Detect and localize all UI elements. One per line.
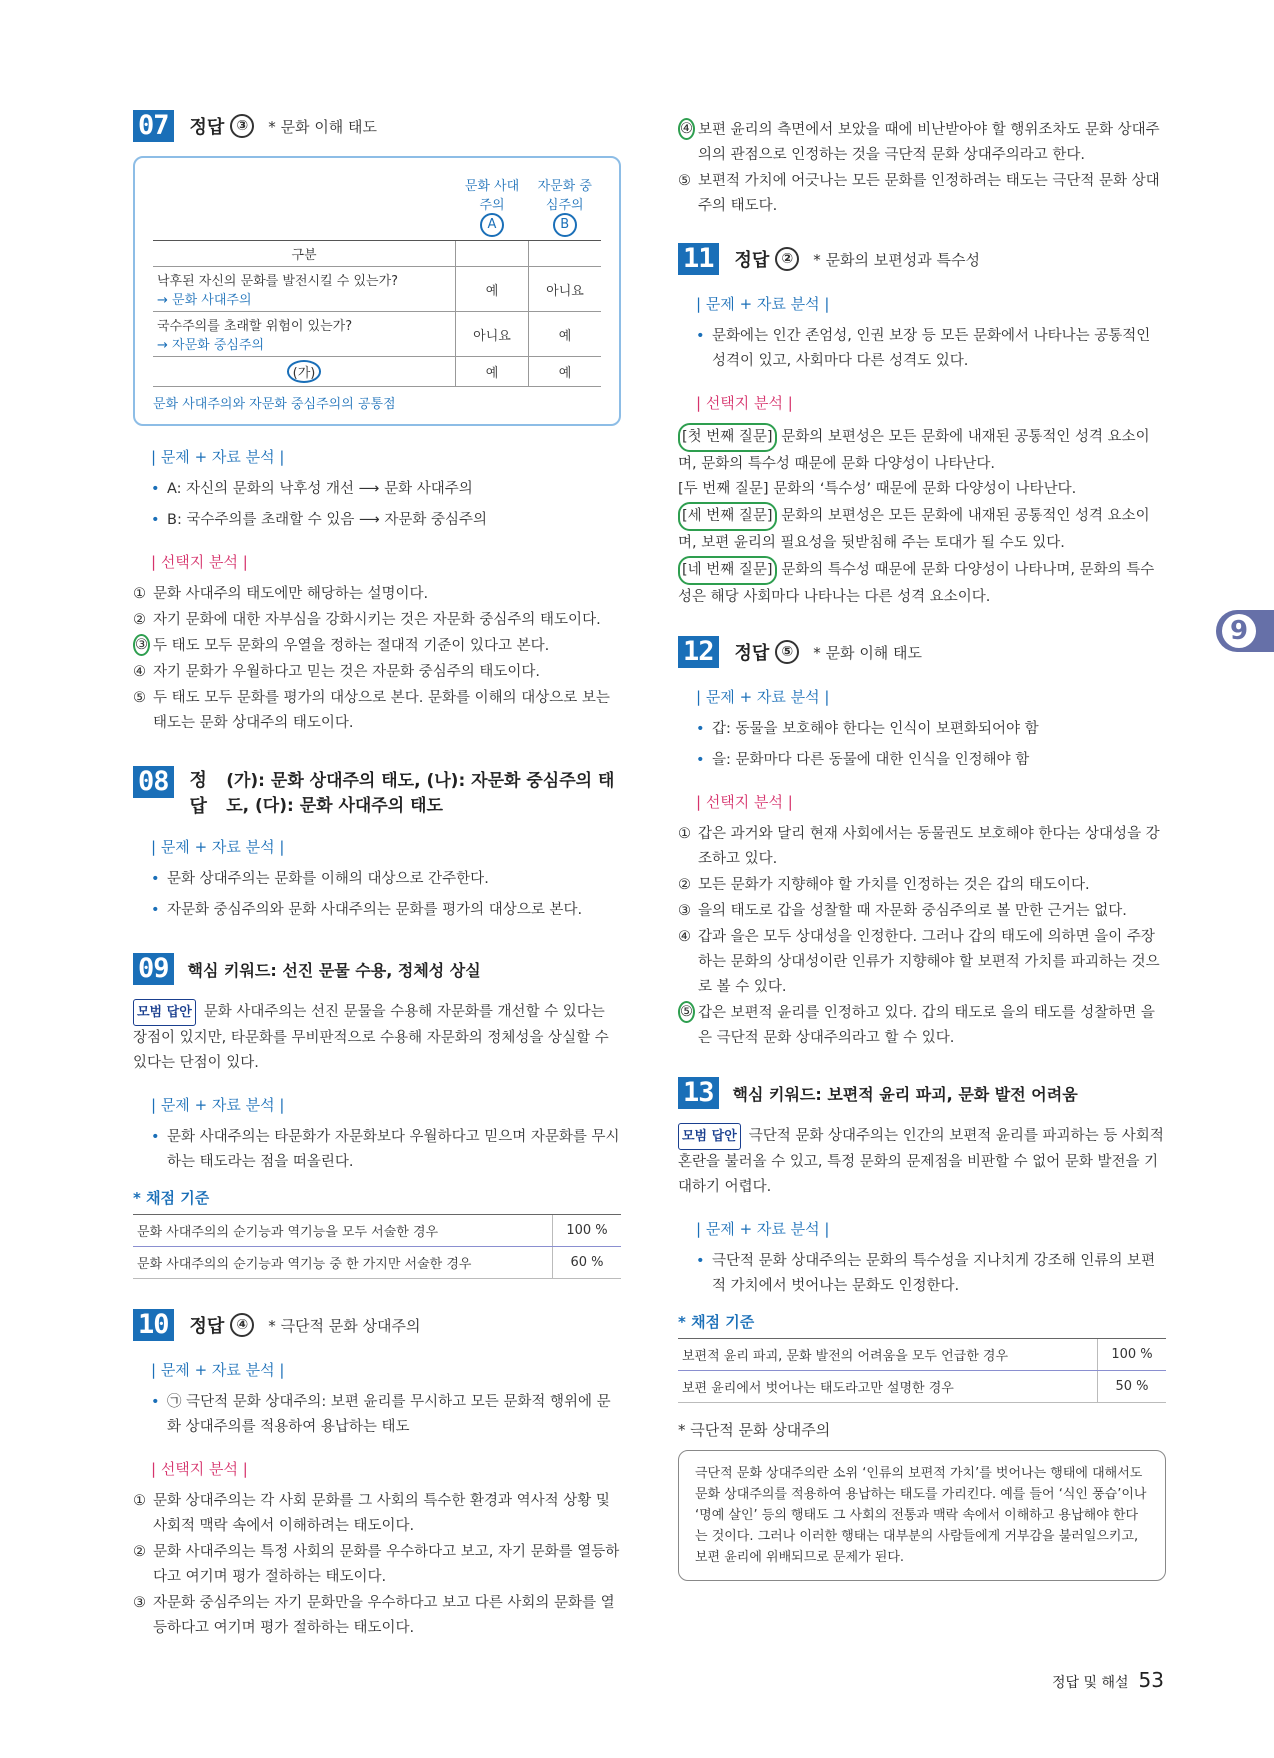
list-item: • 문화 상대주의는 문화를 이해의 대상으로 간주한다. xyxy=(151,867,621,892)
note-title: * 극단적 문화 상대주의 xyxy=(678,1421,831,1439)
list-item: • 갑: 동물을 보호해야 한다는 인식이 보편화되어야 함 xyxy=(696,717,1166,742)
topic: * 문화의 보편성과 특수성 xyxy=(813,250,981,269)
q07-data-box xyxy=(133,156,621,426)
table-caption: 문화 사대주의와 자문화 중심주의의 공통점 xyxy=(153,397,396,412)
q07-table xyxy=(153,172,601,387)
choice-item: [세 번째 질문] 문화의 보편성은 모든 문화에 내재된 공통적인 성격 요소이며, 보편 윤리의 필요성을 뒷받침해 주는 토대가 될 수도 있다. xyxy=(678,502,1166,556)
analysis-title: | 문제 + 자료 분석 | xyxy=(151,448,285,466)
choice-title: | 선택지 분석 | xyxy=(696,793,793,811)
choice-item: [네 번째 질문] 문화의 특수성 때문에 문화 다양성이 나타나며, 문화의 특수성은 해당 사회마다 나타나는 다른 성격 요소이다. xyxy=(678,556,1166,610)
q12-header xyxy=(678,636,1166,668)
model-answer-label: 모범 답안 xyxy=(133,999,196,1026)
model-answer-label: 모범 답안 xyxy=(678,1123,741,1150)
choice-item: ④ 보편 윤리의 측면에서 보았을 때에 비난받아야 할 행위조차도 문화 상대주의의 관점으로 인정하는 것을 극단적 문화 상대주의라고 한다. xyxy=(678,118,1166,168)
answer-label: 정답 xyxy=(734,643,770,664)
choice-item: ⑤ 갑은 보편적 윤리를 인정하고 있다. 갑의 태도로 을의 태도를 성찰하면 을은 극단적 문화 상대주의라고 할 수 있다. xyxy=(678,1001,1166,1051)
row-header: 구분 xyxy=(153,241,456,267)
question-number: 12 xyxy=(678,636,719,668)
question-number: 10 xyxy=(133,1309,174,1341)
topic: * 극단적 문화 상대주의 xyxy=(268,1316,421,1335)
choice-item: ① 문화 상대주의는 각 사회 문화를 그 사회의 특수한 환경과 역사적 상황 및 사회적 맥락 속에서 이해하려는 태도이다. xyxy=(133,1493,610,1534)
q07-header xyxy=(133,110,621,142)
list-item: • 극단적 문화 상대주의는 문화의 특수성을 지나치게 강조해 인류의 보편적 가치에서 벗어나는 문화도 인정한다. xyxy=(696,1249,1166,1299)
q11-header xyxy=(678,243,1166,275)
topic: * 문화 이해 태도 xyxy=(268,117,378,136)
list-item: • ㉠ 극단적 문화 상대주의: 보편 윤리를 무시하고 모든 문화적 행위에 문화 상대주의를 적용하여 용납하는 태도 xyxy=(151,1390,621,1440)
q13-header xyxy=(678,1077,1166,1109)
page-footer xyxy=(1052,1668,1164,1692)
table-row: (가) 예 예 xyxy=(153,357,601,387)
model-answer: 모범 답안 문화 사대주의는 선진 문물을 수용해 자문화를 개선할 수 있다는 장점이 있지만, 타문화를 무비판적으로 수용해 자문화의 정체성을 상실할 수 있다는 단점이 있다. xyxy=(133,999,621,1076)
score-table xyxy=(133,1214,621,1279)
question-number: 07 xyxy=(133,110,174,142)
q10-header xyxy=(133,1309,621,1341)
list-item: • B: 국수주의를 초래할 수 있음 ⟶ 자문화 중심주의 xyxy=(151,508,621,533)
table-row: 문화 사대주의의 순기능과 역기능을 모두 서술한 경우 100 % xyxy=(133,1215,621,1247)
answer-label: 정답 xyxy=(734,250,770,271)
score-title: * 채점 기준 xyxy=(678,1313,755,1331)
chapter-tab xyxy=(1216,610,1274,652)
score-table xyxy=(678,1338,1166,1403)
q08-header xyxy=(133,766,621,818)
left-column xyxy=(133,110,621,1642)
choice-title: | 선택지 분석 | xyxy=(151,1460,248,1478)
answer-choice: ④ xyxy=(230,1313,254,1337)
mark-a: A xyxy=(480,213,504,237)
model-answer: 모범 답안 극단적 문화 상대주의는 인간의 보편적 윤리를 파괴하는 등 사회적 혼란을 불러올 수 있고, 특정 문화의 문제점을 비판할 수 없어 문화 발전을 기대하기 어렵다. xyxy=(678,1123,1166,1200)
question-number: 13 xyxy=(678,1077,719,1109)
list-item: • A: 자신의 문화의 낙후성 개선 ⟶ 문화 사대주의 xyxy=(151,477,621,502)
analysis-title: | 문제 + 자료 분석 | xyxy=(151,838,285,856)
col-header-1: 문화 사대주의 A xyxy=(456,172,529,241)
footer-label: 정답 및 해설 xyxy=(1052,1675,1129,1691)
choice-item: ③ 두 태도 모두 문화의 우열을 정하는 절대적 기준이 있다고 본다. xyxy=(133,634,621,659)
answer-text: (가): 문화 상대주의 태도, (나): 자문화 중심주의 태도, (다): 문화 사대주의 태도 xyxy=(226,771,615,816)
analysis-title: | 문제 + 자료 분석 | xyxy=(696,1220,830,1238)
analysis-title: | 문제 + 자료 분석 | xyxy=(696,295,830,313)
choice-item: ① 문화 사대주의 태도에만 해당하는 설명이다. xyxy=(133,586,429,602)
choice-item: ⑤ 보편적 가치에 어긋나는 모든 문화를 인정하려는 태도는 극단적 문화 상대주의 태도다. xyxy=(678,173,1160,214)
choice-item: ① 갑은 과거와 달리 현재 사회에서는 동물권도 보호해야 한다는 상대성을 강조하고 있다. xyxy=(678,826,1160,867)
choice-item: ② 모든 문화가 지향해야 할 가치를 인정하는 것은 갑의 태도이다. xyxy=(678,877,1090,893)
table-row: 보편적 윤리 파괴, 문화 발전의 어려움을 모두 언급한 경우 100 % xyxy=(678,1339,1166,1371)
col-header-2: 자문화 중심주의 B xyxy=(529,172,602,241)
table-row: 보편 윤리에서 벗어나는 태도라고만 설명한 경우 50 % xyxy=(678,1371,1166,1403)
table-row: 문화 사대주의의 순기능과 역기능 중 한 가지만 서술한 경우 60 % xyxy=(133,1247,621,1279)
choice-item: ⑤ 두 태도 모두 문화를 평가의 대상으로 본다. 문화를 이해의 대상으로 보는 태도는 문화 상대주의 태도이다. xyxy=(133,690,610,731)
choice-title: | 선택지 분석 | xyxy=(151,553,248,571)
right-column xyxy=(678,118,1166,1581)
answer-choice: ② xyxy=(775,247,799,271)
choice-item: ④ 자기 문화가 우월하다고 믿는 것은 자문화 중심주의 태도이다. xyxy=(133,664,541,680)
answer-label: 정답 xyxy=(189,117,225,138)
keyword: 핵심 키워드: 보편적 윤리 파괴, 문화 발전 어려움 xyxy=(732,1084,1078,1104)
list-item: • 자문화 중심주의와 문화 사대주의는 문화를 평가의 대상으로 본다. xyxy=(151,898,621,923)
answer-choice: ⑤ xyxy=(775,640,799,664)
list-item: • 문화 사대주의는 타문화가 자문화보다 우월하다고 믿으며 자문화를 무시하는 태도라는 점을 떠올린다. xyxy=(151,1125,621,1175)
choice-item: ② 자기 문화에 대한 자부심을 강화시키는 것은 자문화 중심주의 태도이다. xyxy=(133,612,601,628)
question-number: 09 xyxy=(133,953,174,985)
mark-b: B xyxy=(553,213,577,237)
score-title: * 채점 기준 xyxy=(133,1189,210,1207)
answer-label: 정답 xyxy=(189,1316,225,1337)
analysis-title: | 문제 + 자료 분석 | xyxy=(151,1361,285,1379)
choice-item: ② 문화 사대주의는 특정 사회의 문화를 우수하다고 보고, 자기 문화를 열등하다고 여기며 평가 절하하는 태도이다. xyxy=(133,1544,620,1585)
answer-choice: ③ xyxy=(230,114,254,138)
choice-item: ③ 을의 태도로 갑을 성찰할 때 자문화 중심주의로 볼 만한 근거는 없다. xyxy=(678,903,1127,919)
list-item: • 문화에는 인간 존엄성, 인권 보장 등 모든 문화에서 나타나는 공통적인 성격이 있고, 사회마다 다른 성격도 있다. xyxy=(696,324,1166,374)
note-box: 극단적 문화 상대주의란 소위 ‘인류의 보편적 가치’를 벗어나는 행태에 대해서도 문화 상대주의를 적용하여 용납하는 태도를 가리킨다. 예를 들어 ‘식인 풍습’이나 ‘명예 살인’ 등의 행태도 그 사회의 전통과 맥락 속에서 이해하고 용납해야 한다는 것이다. 그러나 이러한 행태는 대부분의 사람들에게 거부감을 불러일으키고, 보편 윤리에 위배되므로 문제가 된다. xyxy=(678,1450,1166,1581)
choice-item: ③ 자문화 중심주의는 자기 문화만을 우수하다고 보고 다른 사회의 문화를 열등하다고 여기며 평가 절하하는 태도이다. xyxy=(133,1595,615,1636)
page-number: 53 xyxy=(1138,1668,1164,1692)
topic: * 문화 이해 태도 xyxy=(813,643,923,662)
table-row: 낙후된 자신의 문화를 발전시킬 수 있는가? → 문화 사대주의 예 아니요 xyxy=(153,267,601,312)
list-item: • 을: 문화마다 다른 동물에 대한 인식을 인정해야 함 xyxy=(696,748,1166,773)
q09-header xyxy=(133,953,621,985)
choice-item: [두 번째 질문] 문화의 ‘특수성’ 때문에 문화 다양성이 나타난다. xyxy=(678,481,1077,497)
question-number: 11 xyxy=(678,243,719,275)
choice-title: | 선택지 분석 | xyxy=(696,394,793,412)
question-number: 08 xyxy=(133,766,174,798)
choice-item: ④ 갑과 을은 모두 상대성을 인정한다. 그러나 갑의 태도에 의하면 을이 주장하는 문화의 상대성이란 인류가 지향해야 할 보편적 가치를 파괴하는 것으로 볼 수 있다. xyxy=(678,929,1160,995)
analysis-title: | 문제 + 자료 분석 | xyxy=(696,688,830,706)
answer-label: 정답 xyxy=(189,770,207,817)
keyword: 핵심 키워드: 선진 문물 수용, 정체성 상실 xyxy=(187,960,481,980)
table-row: 국수주의를 초래할 위험이 있는가? → 자문화 중심주의 아니요 예 xyxy=(153,312,601,357)
analysis-title: | 문제 + 자료 분석 | xyxy=(151,1096,285,1114)
chapter-number: 9 xyxy=(1222,614,1256,648)
choice-item: [첫 번째 질문] 문화의 보편성은 모든 문화에 내재된 공통적인 성격 요소이며, 문화의 특수성 때문에 문화 다양성이 나타난다. xyxy=(678,423,1166,477)
